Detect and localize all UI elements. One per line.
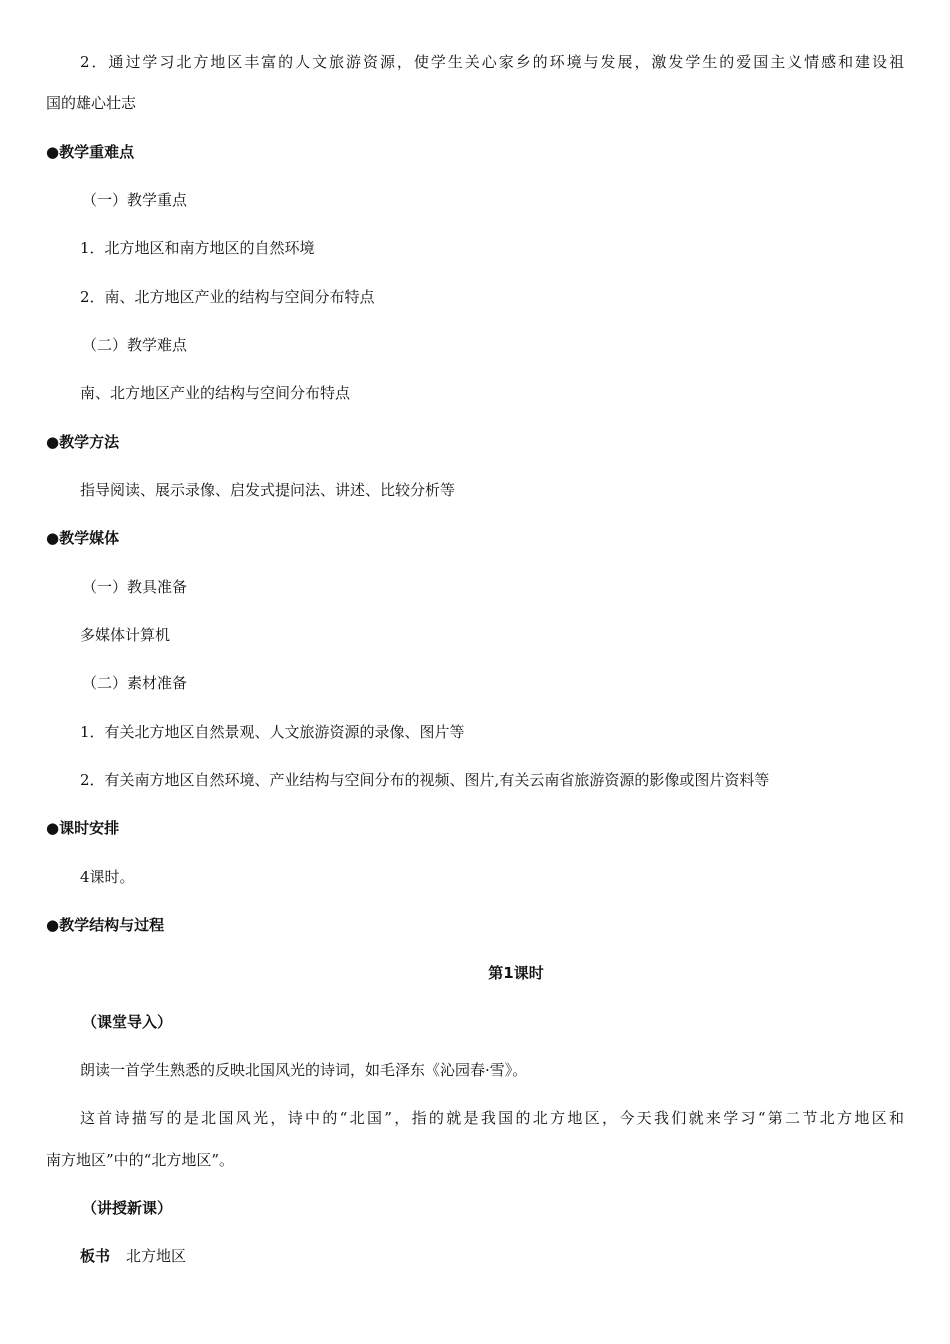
board-line — [80, 1246, 904, 1266]
difficult-points-label: （二）教学难点 — [82, 336, 188, 354]
board-label: 板书 — [80, 1247, 111, 1265]
key-point-1: 1．北方地区和南方地区的自然环境 — [80, 239, 315, 257]
key-point-2: 2．南、北方地区产业的结构与空间分布特点 — [80, 288, 375, 306]
heading-schedule: ●课时安排 — [46, 819, 120, 837]
difficult-point-1: 南、北方地区产业的结构与空间分布特点 — [80, 384, 351, 402]
heading-key-difficult: ●教学重难点 — [46, 143, 135, 161]
objective-2-line2: 国的雄心壮志 — [46, 94, 137, 112]
heading-teaching-media: ●教学媒体 — [46, 529, 120, 547]
intro-text: 朗读一首学生熟悉的反映北国风光的诗词，如毛泽东《沁园春·雪》。 — [80, 1061, 528, 1079]
intro-label: （课堂导入） — [82, 1013, 173, 1031]
new-lesson-label: （讲授新课） — [82, 1199, 173, 1217]
tools-text: 多媒体计算机 — [80, 626, 171, 644]
board-text: 北方地区 — [126, 1247, 187, 1265]
heading-structure: ●教学结构与过程 — [46, 916, 165, 934]
materials-label: （二）素材准备 — [82, 674, 188, 692]
material-2: 2．有关南方地区自然环境、产业结构与空间分布的视频、图片,有关云南省旅游资源的影像或图片资料等 — [80, 771, 770, 789]
intro-paragraph-line2: 南方地区”中的“北方地区”。 — [46, 1151, 235, 1169]
tools-label: （一）教具准备 — [82, 578, 188, 596]
objective-2-line1: 2．通过学习北方地区丰富的人文旅游资源，使学生关心家乡的环境与发展，激发学生的爱国主义情感和建设祖 — [80, 53, 904, 71]
intro-paragraph-line1: 这首诗描写的是北国风光，诗中的“北国”，指的就是我国的北方地区，今天我们就来学习“第二节北方地区和 — [80, 1109, 904, 1127]
schedule-text: 4课时。 — [80, 868, 135, 886]
heading-teaching-method: ●教学方法 — [46, 433, 120, 451]
key-points-label: （一）教学重点 — [82, 191, 188, 209]
lesson-title: 第1课时 — [488, 964, 544, 982]
material-1: 1．有关北方地区自然景观、人文旅游资源的录像、图片等 — [80, 723, 465, 741]
teaching-method-text: 指导阅读、展示录像、启发式提问法、讲述、比较分析等 — [80, 481, 456, 499]
